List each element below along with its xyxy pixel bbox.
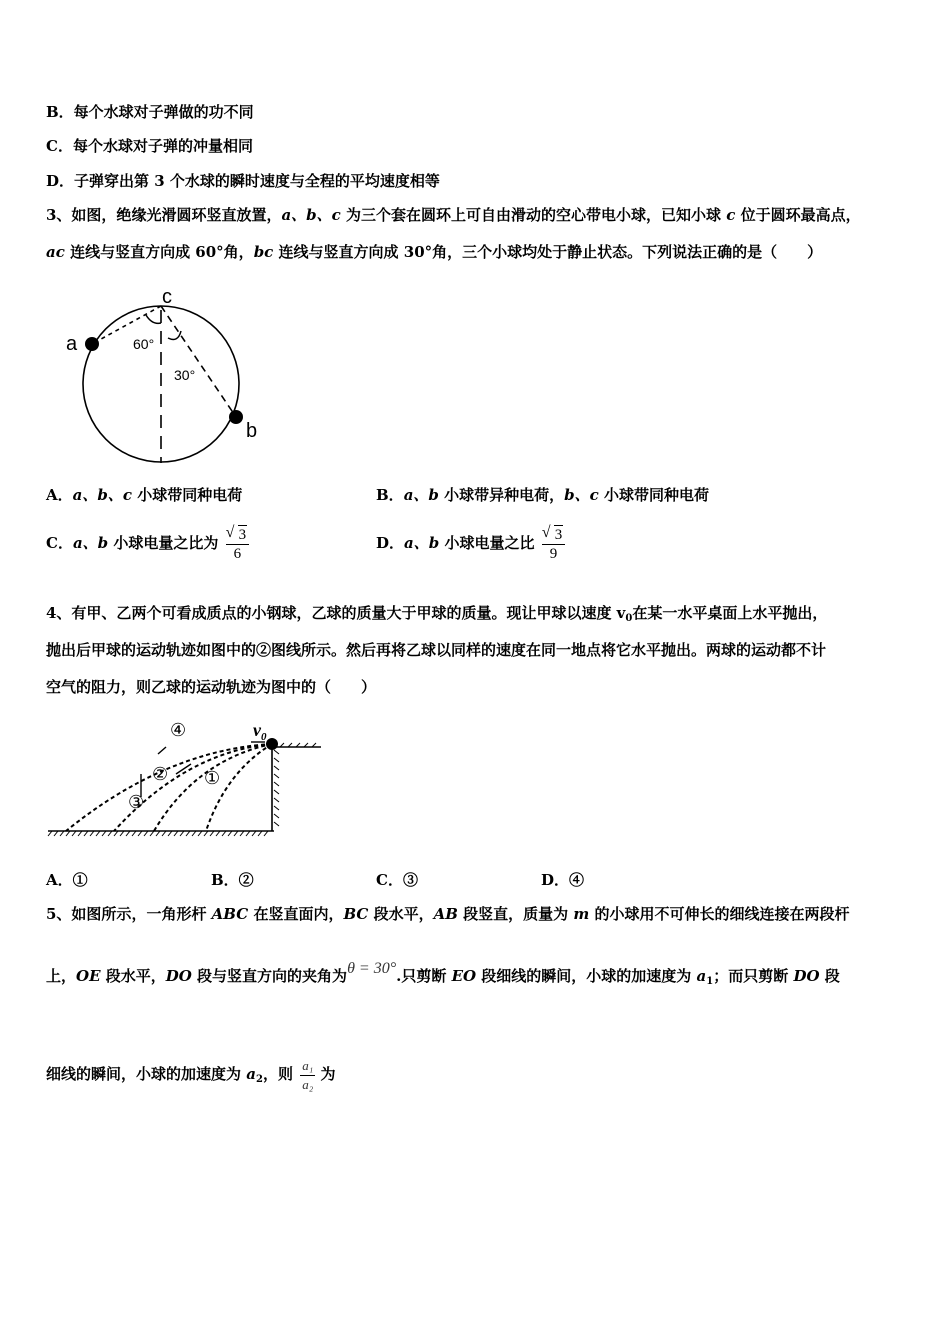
table-hatching xyxy=(274,743,316,826)
fraction-sqrt3-over-9: √ $\frac{3}{9}$ xyxy=(542,525,566,563)
fraction-sqrt3-over-6: √ $\frac{3}{6}$ xyxy=(226,525,250,563)
q2-option-b: B．每个水球对子弹做的功不同 xyxy=(46,103,254,121)
arrow-4 xyxy=(158,747,166,754)
ball-b xyxy=(229,410,243,424)
q4-stem-line2: 抛出后甲球的运动轨迹如图中的②图线所示。然后再将乙球以同样的速度在同一地点将它水平抛出。两球的运动都不计 xyxy=(46,641,827,659)
label-c: c xyxy=(162,286,172,308)
angle-60-label: 60° xyxy=(133,336,155,352)
ball xyxy=(266,738,278,750)
q5-stem-line2: 上，OE 段水平，DO 段与竖直方向的夹角为θ = 30°.只剪断 EO 段细线的瞬间，小球的加速度为 $a_1$；而只剪断 DO 段 xyxy=(46,960,840,987)
q3-option-d: D．a、b 小球电量之比 √ $\frac{3}{9}$ xyxy=(376,525,565,563)
label-2: ② xyxy=(152,764,169,785)
q3-stem-line2: ac 连线与竖直方向成 60°角，bc 连线与竖直方向成 30°角，三个小球均处于静止状态。下列说法正确的是（ ） xyxy=(46,243,823,261)
v0-label: $v_0$ xyxy=(253,720,267,743)
fraction-a1-over-a2: $\frac{\text{a₁}}{\text{a₂}}$ xyxy=(302,1057,314,1092)
label-1: ① xyxy=(204,768,221,789)
angle-30-label: 30° xyxy=(174,367,196,383)
label-4: ④ xyxy=(170,720,187,741)
q4-option-c: C．③ xyxy=(376,871,418,889)
q3-ring-figure xyxy=(60,285,275,470)
q4-stem-line1: 4、有甲、乙两个可看成质点的小钢球，乙球的质量大于甲球的质量。现让甲球以速度 $v_0$在某一水平桌面上水平抛出， xyxy=(46,604,828,624)
trajectory-4 xyxy=(66,744,272,831)
q2-option-c: C．每个水球对子弹的冲量相同 xyxy=(46,137,253,155)
q4-projectile-figure xyxy=(46,712,326,842)
label-b: b xyxy=(246,420,258,442)
q2-option-d: D．子弹穿出第 3 个水球的瞬时速度与全程的平均速度相等 xyxy=(46,172,440,190)
q4-option-a: A．① xyxy=(46,871,88,889)
q5-stem-line3: 细线的瞬间，小球的加速度为 $a_2$，则 $\frac{\text{a₁}}{\text{a₂}}$ 为 xyxy=(46,1057,336,1092)
trajectory-3 xyxy=(114,744,272,831)
q3-option-b: B．a、b 小球带异种电荷，b、c 小球带同种电荷 xyxy=(376,486,709,504)
theta-expression: θ = 30° xyxy=(347,960,397,977)
q4-option-d: D．④ xyxy=(541,871,585,889)
ball-a xyxy=(85,337,99,351)
angle-60-arc xyxy=(146,315,161,323)
q3-option-a: A．a、b、c 小球带同种电荷 xyxy=(46,486,243,504)
q5-stem-line1: 5、如图所示，一角形杆 ABC 在竖直面内，BC 段水平，AB 段竖直，质量为 m 的小球用不可伸长的细线连接在两段杆 xyxy=(46,905,850,923)
q3-stem-line1: 3、如图，绝缘光滑圆环竖直放置，a、b、c 为三个套在圆环上可自由滑动的空心带电小球，已知小球 c 位于圆环最高点， xyxy=(46,206,861,224)
q4-option-b: B．② xyxy=(211,871,254,889)
bc-dashed-line xyxy=(161,306,236,417)
label-a: a xyxy=(66,333,78,355)
q3-option-c: C．a、b 小球电量之比为 √ $\frac{3}{6}$ xyxy=(46,525,249,563)
angle-30-arc xyxy=(168,331,181,339)
q4-stem-line3: 空气的阻力，则乙球的运动轨迹为图中的（ ） xyxy=(46,678,377,696)
label-3: ③ xyxy=(128,792,145,813)
